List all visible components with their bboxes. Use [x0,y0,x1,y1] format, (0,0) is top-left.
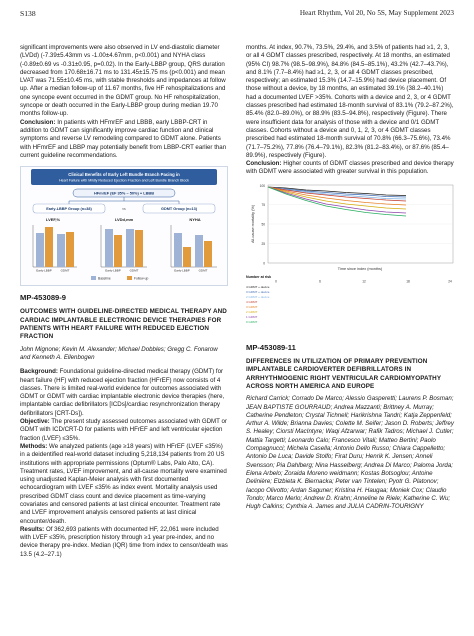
abstract-title-2: DIFFERENCES IN UTILIZATION OF PRIMARY PREVENTION IMPLANTABLE CARDIOVERTER DEFIBRILLATORS IN ARRHYTHMOGENIC RIGHT VENTRICULAR CARDIOMYOPATHY ACROSS NORTH AMERICA AND EUROPE [246,358,442,390]
methods-text: We analyzed patients (age ≥18 years) with HFrEF (LVEF ≤35%) in a deidentified real-world dataset including 5,218,134 patients from 20 US institutions with appropriate permissions (Optum® Labs, Palo Alto, CA). Treatment rates, LVEF improvement, and all-cause mortality were examined using unadjusted Kaplan-Meier analysis with first documented echocardiogram with LVEF ≤35% as index event. Mortality analysis used prescribed GDMT class count and device placement as time-varying covariates and censored patients at last clinical encounter. Treatment rate and LVEF improvement analysis censored patients at last clinical encounter/death. [20,442,227,525]
bar-followup [135,230,143,267]
bar-followup [66,232,74,267]
y-axis-label: All-cause mortality (%) [251,204,255,243]
figure-graphical-abstract [20,166,228,286]
bar-baseline [105,229,113,267]
bar-followup [45,227,53,267]
legend-followup: Follow-up [134,276,149,281]
background-paragraph [20,368,229,418]
x-tick: 18 [406,279,410,284]
abstract-title: OUTCOMES WITH GUIDELINE-DIRECTED MEDICAL THERAPY AND CARDIAC IMPLANTABLE ELECTRONIC DEVICE THERAPIES FOR PATIENTS WITH HEART FAILURE WITH REDUCED EJECTION FRACTION [20,308,227,341]
x-tick: 12 [362,279,366,284]
vs-label: vs [122,207,126,212]
risk-row-label: 1 GDMT [246,314,258,319]
results-text: Of 362,693 patients with documented HF, 22,061 were included with LVEF ≤35%, prescription history through ≥1 year pre-index, and no device therapy pre-index. Median (IQR) time from index to censor/death was 13.5 (4.2–27.1) [20,525,228,558]
svg-text:25: 25 [261,241,265,246]
bar-followup [183,247,191,267]
abstract-id: MP-453089-9 [20,293,67,303]
risk-row-label: 2 GDMT [246,309,258,314]
abstract-authors-2: Richard Carrick; Corrado De Marco; Alessio Gasperetti; Laurens P. Bosman; JEAN BAPTISTE GOURRAUD; Andrea Mazzanti; Brittney A. Murray; Catherine Pendleton; Crystal Tichnell; Harikrishna Tandri; Katja Zeppenfeld; Arthur A. Wilde; Brianna Davies; Colette M. Seifer; Jason D. Roberts; Jeffrey S. Healey; Ciorsti MacIntyre; Waqi Afzarwar; Rafik Tadros; Michael J. Cutler; Mattia Targetti; Leonardo Calo; Francesco Vitali; Matteo Bertini; Paolo Compagnucci; Michela Casella; Antonio Dello Russo; Chiara Cappelletto; Antonio De Luca; Davide Stolfo; Firat Duru; Henrik K. Jensen; Anneli Svensson; Pia Dahlberg; Nina Hasselberg; Andrea Di Marco; Paloma Jorda; Elena Arbelo; Zoraida Moreno weidmann; Kostas Botsoglou; Antoine Delinière; Elzbieta K. Biernacka; Peter van Tintelen; Pyotr G. Platonov; Iacopo Olivotto; Ardan Saguner; Kristina H. Haugaa; Moniek Cox; Claudio Tondo; Marco Merlo; Andrew D. Krahn; Anneline te Riele; Katherine C. Wu; Hugh Calkins; Cynthia A. James and JULIA CADRIN-TOURIGNY [246,395,454,511]
graphical-abstract-svg [21,167,227,285]
objective-label: Objective: [20,418,50,426]
results-label: Results: [20,525,45,533]
km-plot [251,184,453,271]
svg-text:75: 75 [261,202,265,207]
left-column [20,44,229,559]
right-column [246,44,455,511]
risk-row-label: 4 GDMT [246,299,258,304]
km-figure-svg [246,181,455,336]
axis-cat: Early-LBBP [36,268,52,273]
objective-text: The present study assessed outcomes associated with GDMT or GDMT with ICD/CRT-D for patients with HFrEF and left ventricular ejection fraction (LVEF) ≤35%. [20,418,227,442]
axis-cat: GDMT [129,268,139,273]
risk-table-header: Number at risk [246,274,272,279]
risk-row-label: 2 GDMT + device [246,294,270,299]
journal-citation: Heart Rhythm, Vol 20, No 5S, May Supplement 2023 [299,9,454,17]
bar-baseline [195,235,203,267]
conclusion-text: In patients with HFmrEF and LBBB, early LBBP-CRT in addition to GDMT can significantly improve cardiac function and clinical symptoms and reverse LV remodeling compared to GDMT alone. Patients with HFmrEF and LBBP may potentially benefit from LBBP-CRT earlier than current guideline recommendations. [20,118,227,159]
group-b-label: GDMT Group (n=13) [161,207,197,212]
bar-baseline [36,233,44,267]
background-text: Foundational guideline-directed medical therapy (GDMT) for heart failure (HF) with reduced ejection fraction (HFrEF) now consists of 4 classes. There is limited real-world evidence for outcomes associated with GDMT or GDMT with cardiac implantable electronic device therapies (here, implantable cardiac defibrillators [ICDs]/cardiac resynchronization therapy defibrillators [CRT-Ds]). [20,368,225,417]
x-tick: 0 [275,279,277,284]
objective-paragraph [20,418,229,443]
figure-title-line1: Clinical Benefits of Early Left Bundle Branch Pacing in [68,171,180,177]
conclusion-label-2: Conclusion: [246,160,282,168]
axis-cat: GDMT [198,268,208,273]
svg-text:100: 100 [259,183,265,188]
svg-text:50: 50 [261,222,265,227]
abstract-authors: John Mignone; Kevin M. Alexander; Michael Dobbles; Gregg C. Fonarow and Kenneth A. Ellenbogen [20,345,218,361]
page-header [20,9,454,21]
group-a-label: Early-LBBP Group (n=38) [46,207,92,212]
risk-row-label: 3 GDMT + device [246,289,270,294]
risk-table [246,275,452,324]
svg-text:0: 0 [263,261,265,266]
figure-legend [91,276,148,281]
results-continued: months. At index, 90.7%, 73.5%, 29.4%, and 3.5% of patients had ≥1, 2, 3, or all 4 GDMT classes prescribed, respectively. At 18 months, an estimated (95% CI) 98.7% (98.5–98.9%), 84.8% (84.5–85.1%), 43.2% (42.7–43.7%), and 8.1% (7.7–8.4%) had ≥1, 2, 3, or all 4 GDMT classes prescribed, respectively; an estimated 15.3% (14.7–15.9%) had device placement. Of those without a device, by 18 months, an estimated 39.1% (38.2–40.1%) had a documented LVEF >35%. Cohorts with a device and 2, 3, or 4 GDMT classes prescribed had estimated 18-month survival of 83.1% (79.2–87.2%), 85.4% (82.0–89.0%), or 88.9% (83.5–94.8%), respectively (Figure). There were insufficient data for analysis of those with a device and 0/1 GDMT classes. Cohorts without a device and 0, 1, 2, 3, or 4 GDMT classes prescribed had estimated 18-month survival of 70.8% (66.3–75.6%), 73.4% (71.7–75.2%), 77.8% (76.4–79.1%), 82.3% (81.2–83.4%), or 87.6% (85.4–89.9%), respectively (Figure). [246,44,454,159]
panel-title-lvef: LVEF,% [45,217,61,223]
x-tick: 6 [319,279,321,284]
panel-title-nyha: NYHA [189,217,201,223]
risk-row-label: 0 GDMT [246,319,258,324]
risk-row-label: 3 GDMT [246,304,258,309]
axis-cat: Early-LBBP [174,268,190,273]
conclusion-label: Conclusion: [20,118,56,126]
legend-baseline: Baseline [98,276,111,281]
bar-followup [114,235,122,267]
panel-title-lvdd: LVDd,mm [114,217,134,223]
cohort-label: HFmrEF (EF 35% ~ 50%) + LBBB [93,190,155,196]
bar-baseline [57,234,65,267]
legend-swatch-baseline [91,276,96,280]
panel-lvef [33,225,77,273]
conclusion-paragraph [20,119,229,160]
page-number: S138 [20,9,36,18]
axis-cat: Early-LBBP [105,268,121,273]
risk-row-label: 4 GDMT + device [246,284,270,289]
figure-kaplan-meier [246,181,455,336]
x-tick: 24 [448,279,452,284]
bar-baseline [126,229,134,267]
bar-followup [204,241,212,267]
conclusion-text-2: Higher counts of GDMT classes prescribed and device therapy with GDMT were associated with greater survival in this population. [246,160,454,176]
figure-title-line2: Heart Failure with Mildly Reduced Ejection Fraction and Left Bundle Branch Block [59,178,189,183]
results-paragraph [20,526,229,559]
panel-nyha [171,225,217,273]
axis-cat: GDMT [60,268,70,273]
intro-paragraph: significant improvements were also observed in LV end-diastolic diameter (LVDd) (-7.39±5.43mm vs -1.00±4.67mm, p<0.001) and NYHA class (-0.89±0.69 vs -0.31±0.95, p=0.02). In the Early-LBBP group, QRS duration decreased from 170.68±16.71 ms to 131.45±15.75 ms (p<0.001) and mean LVAT was 71.55±10.45 ms, with stable thresholds and impedances at follow up. After a median follow-up of 11.67 months, five HF rehospitalizations and one syncope event occurred in the GDMT group. No HF rehospitalization, syncope or death occurred in the Early-LBBP group during median 19.70 months follow-up. [20,44,226,118]
conclusion-paragraph-2 [246,160,455,177]
methods-paragraph [20,443,229,526]
panel-lvdd [101,225,147,273]
bar-baseline [174,233,182,267]
background-label: Background: [20,368,58,376]
legend-swatch-followup [127,276,132,280]
abstract-id-2: MP-453089-11 [246,342,296,352]
methods-label: Methods: [20,442,48,450]
x-axis-label: Time since index (months) [337,266,383,271]
